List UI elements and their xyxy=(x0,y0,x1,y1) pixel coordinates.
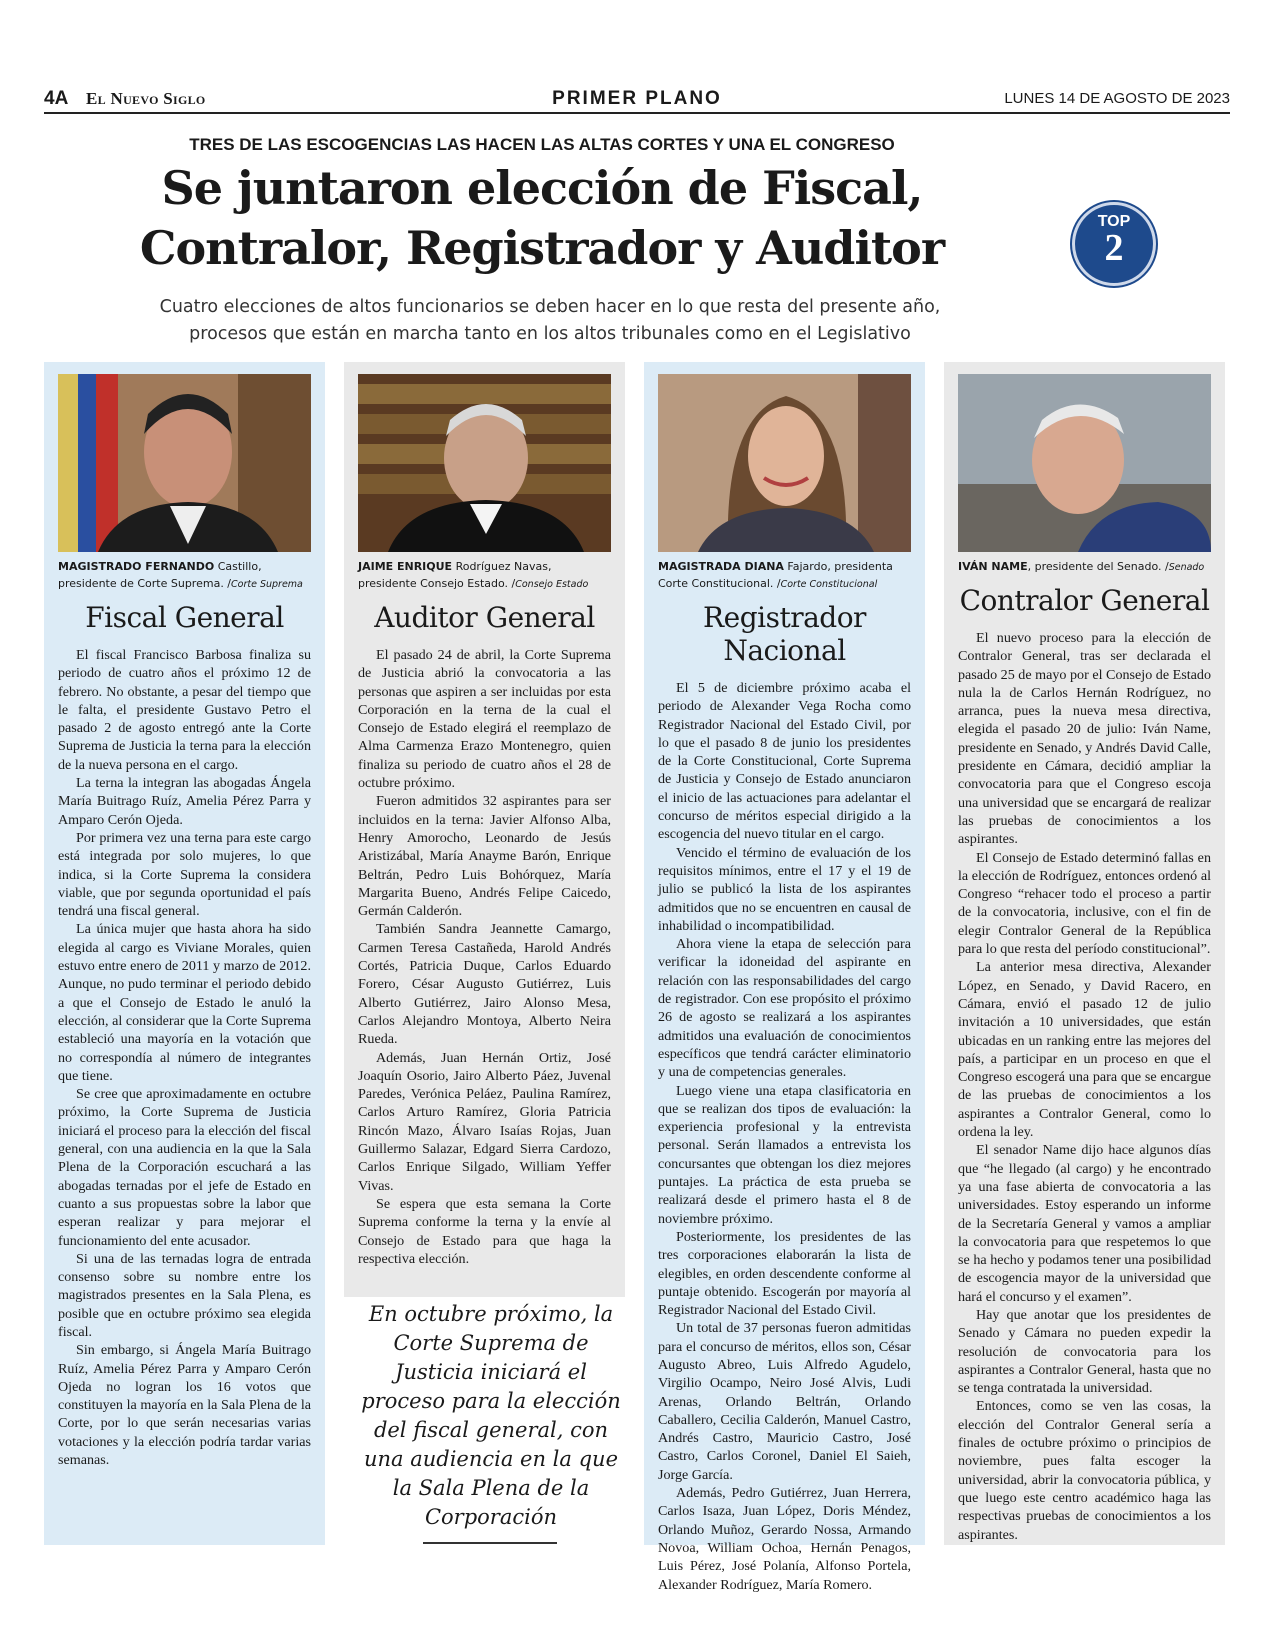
caption-credit: Corte Constitucional xyxy=(780,579,878,590)
section-name: PRIMER PLANO xyxy=(552,88,722,109)
paragraph: Vencido el término de evaluación de los requisitos mínimos, entre el 17 y el 19 de julio se publicó la lista de los aspirantes admitidos que no se encuentren en causal de inhabilidad o incompatibilidad. xyxy=(658,844,911,934)
column-contralor xyxy=(944,362,1225,1545)
caption-credit: Corte Suprema xyxy=(231,579,303,590)
headline-line-2: Contralor, Registrador y Auditor xyxy=(139,221,945,275)
column-fiscal xyxy=(44,362,325,1545)
paragraph: Se espera que esta semana la Corte Suprema conforme la terna y la envíe al Consejo de Estado para que haga la respectiva elección. xyxy=(358,1195,611,1267)
paragraph: El 5 de diciembre próximo acaba el periodo de Alexander Vega Rocha como Registrador Nacional del Estado Civil, por lo que el pasado 8 de junio los presidentes de la Corte Constitucional, Corte Suprema de Justicia y Consejo de Estado anunciaron el inicio de las actuaciones para adelantar el concurso de méritos especial dirigido a la escogencia del nuevo titular en el cargo. xyxy=(658,680,911,843)
photo-caption xyxy=(958,558,1211,576)
column-auditor xyxy=(344,362,625,1297)
page-header xyxy=(44,88,1230,114)
portrait-photo-jaime-enrique-rodriguez xyxy=(358,374,611,552)
caption-text: Castillo, presidente de Corte Suprema. / xyxy=(58,560,262,590)
summary xyxy=(100,294,1000,348)
paragraph: Luego viene una etapa clasificatoria en que se realizan dos tipos de evaluación: la experiencia profesional y la entrevista personal. Serán llamados a entrevista los concursantes que obtengan los diez mejores puntajes. La práctica de esta prueba se realizará desde el primero hasta el 8 de noviembre próximo. xyxy=(658,1082,911,1227)
column-body xyxy=(658,679,911,1594)
paragraph: El fiscal Francisco Barbosa finaliza su periodo de cuatro años el próximo 12 de febrero. No obstante, a pesar del tiempo que le falta, el presidente Gustavo Petro el pasado 2 de agosto entregó ante la Corte Suprema de Justicia la terna para la elección de la nueva persona en el cargo. xyxy=(58,647,311,773)
paragraph: El nuevo proceso para la elección de Contralor General, tras ser declarada el pasado 25 de mayo por el Consejo de Estado nula la de Carlos Hernán Rodríguez, no arranca, pues la nueva mesa directiva, elegida el pasado 20 de julio: Iván Name, presidente en Senado, y Andrés David Calle, presidente en Cámara, decidió ampliar la convocatoria para que el Congreso escoja una universidad que se encargará de realizar las pruebas de conocimientos a los aspirantes. xyxy=(958,630,1211,848)
column-body xyxy=(958,629,1211,1544)
caption-credit: Senado xyxy=(1168,562,1205,573)
column-title: Fiscal General xyxy=(85,601,284,634)
photo-caption xyxy=(58,558,311,593)
paragraph: Sin embargo, si Ángela María Buitrago Ruíz, Amelia Pérez Parra y Amparo Cerón Ojeda no logran los 16 votos que constituyen la mayoría en la Sala Plena de la Corte, por lo que serán necesarias varias votaciones y la elección podría tardar varias semanas. xyxy=(58,1342,311,1469)
badge-number: 2 xyxy=(1104,227,1124,269)
photo-caption xyxy=(658,558,911,593)
summary-line-1: Cuatro elecciones de altos funcionarios se deben hacer en lo que resta del presente año, xyxy=(159,297,941,317)
caption-name: IVÁN NAME xyxy=(958,560,1028,573)
caption-text: Fajardo, presidenta Corte Constitucional. / xyxy=(658,560,893,590)
column-title: Registrador Nacional xyxy=(703,601,866,667)
column-title: Contralor General xyxy=(959,584,1210,617)
column-registrador xyxy=(644,362,925,1593)
badge-label: TOP xyxy=(1097,213,1131,230)
caption-credit: Consejo Estado xyxy=(515,579,589,590)
caption-text: Rodríguez Navas, presidente Consejo Estado. / xyxy=(358,560,552,590)
caption-name: MAGISTRADO FERNANDO xyxy=(58,560,215,573)
summary-line-2: procesos que están en marcha tanto en los altos tribunales como en el Legislativo xyxy=(189,324,911,344)
top-2-badge xyxy=(1072,202,1156,286)
column-title: Auditor General xyxy=(374,601,595,634)
caption-name: MAGISTRADA DIANA xyxy=(658,560,784,573)
paragraph: También Sandra Jeannette Camargo, Carmen Teresa Castañeda, Harold Andrés Cortés, Patricia Duque, Carlos Eduardo Forero, César Augusto Gutiérrez, Luis Alberto Gutiérrez, Jairo Alonso Mesa, Carlos Alejandro Montoya, Alberto Neira Rueda. xyxy=(358,921,611,1048)
kicker: TRES DE LAS ESCOGENCIAS LAS HACEN LAS ALTAS CORTES Y UNA EL CONGRESO xyxy=(189,135,895,154)
paragraph: Entonces, como se ven las cosas, la elección del Contralor General sería a finales de octubre próximo o principios de noviembre, pues falta escoger la universidad, abrir la convocatoria pública, y que luego este centro académico haga las respectivas pruebas de conocimientos a los aspirantes. xyxy=(958,1398,1211,1543)
page-number: 4A xyxy=(44,88,69,109)
newspaper-name: El Nuevo Siglo xyxy=(86,89,206,108)
paragraph: Fueron admitidos 32 aspirantes para ser incluidos en la terna: Javier Alfonso Alba, Henry Amorocho, Leonardo de Jesús Aristizábal, María Anayme Barón, Enrique Beltrán, Pedro Luis Bohórquez, María Margarita Bueno, Andrés Felipe Caicedo, Germán Calderón. xyxy=(358,793,611,920)
paragraph: El senador Name dijo hace algunos días que “he llegado (al cargo) y he encontrado ya una fase abierta de convocatoria a las universidades. Estoy esperando un informe de la Secretaría General y vamos a ampliar la convocatoria para que respetemos lo que se ha hecho y podamos tener una posibilidad de escogencia mayor de la universidad que hará el concurso y el examen”. xyxy=(958,1142,1211,1305)
caption-text: , presidente del Senado. / xyxy=(1027,560,1169,573)
column-body xyxy=(358,646,611,1268)
issue-date: LUNES 14 DE AGOSTO DE 2023 xyxy=(1004,90,1230,107)
portrait-photo-ivan-name xyxy=(958,374,1211,552)
caption-name: JAIME ENRIQUE xyxy=(358,560,453,573)
pull-quote-rule xyxy=(423,1542,557,1544)
paragraph: La única mujer que hasta ahora ha sido elegida al cargo es Viviane Morales, quien estuvo entre enero de 2011 y marzo de 2012. Aunque, no pudo terminar el periodo debido a que el Consejo de Estado le anuló la elección, al considerar que la Corte Suprema estableció una mayoría en la votación que no correspondía al número de integrantes que tiene. xyxy=(58,921,311,1084)
paragraph: Hay que anotar que los presidentes de Senado y Cámara no pueden expedir la resolución de convocatoria para los aspirantes a Contralor General, hasta que no se tenga contratada la universidad. xyxy=(958,1306,1211,1397)
headline xyxy=(92,158,992,278)
column-body xyxy=(58,646,311,1469)
paragraph: El Consejo de Estado determinó fallas en la elección de Rodríguez, entonces ordenó al Congreso “rehacer todo el proceso a partir de la convocatoria, inclusive, con el fin de elegir Contralor General de la República para lo que resta del período constitucional”. xyxy=(958,849,1211,958)
pull-quote: En octubre próximo, la Corte Suprema de Justicia iniciará el proceso para la elección del fiscal general, con una audiencia en la que la Sala Plena de la Corporación xyxy=(361,1302,621,1529)
paragraph: Un total de 37 personas fueron admitidas para el concurso de méritos, ellos son, César Augusto Abreo, Luis Alfredo Agudelo, Virgilio Ocampo, Neiro José Alvis, Ludi Arenas, Orlando Beltrán, Orlando Caballero, Cecilia Calderón, Manuel Castro, Andrés Castro, Mauricio Castro, José Castro, Carlos Coronel, Daniel El Saieh, Jorge García. xyxy=(658,1320,911,1483)
paragraph: Ahora viene la etapa de selección para verificar la idoneidad del aspirante en relación con las responsabilidades del cargo de registrador. Con ese propósito el próximo 26 de agosto se realizará a los aspirantes admitidos una evaluación de conocimientos específicos que tendrá carácter eliminatorio y una de competencias generales. xyxy=(658,936,911,1081)
portrait-photo-fernando-castillo xyxy=(58,374,311,552)
paragraph: La terna la integran las abogadas Ángela María Buitrago Ruíz, Amelia Pérez Parra y Amparo Cerón Ojeda. xyxy=(58,775,311,828)
paragraph: La anterior mesa directiva, Alexander López, en Senado, y David Racero, en Cámara, envió el pasado 12 de julio invitación a 10 universidades, que están ubicadas en un ranking entre las mejores del país, a participar en un proceso en que el Congreso escogerá una para que se encargue de las pruebas de conocimientos a los aspirantes a Contralor General, como lo ordena la ley. xyxy=(958,959,1211,1141)
paragraph: Además, Pedro Gutiérrez, Juan Herrera, Carlos Isaza, Juan López, Doris Méndez, Orlando Muñoz, Gerardo Nossa, Armando Novoa, William Ochoa, Hernán Penagos, Luis Pérez, José Polanía, Alfonso Portela, Alexander Rodríguez, María Romero. xyxy=(658,1485,911,1593)
paragraph: El pasado 24 de abril, la Corte Suprema de Justicia abrió la convocatoria a las personas que aspiren a ser incluidas por esta Corporación en la terna de la cual el Consejo de Estado elegirá el reemplazo de Alma Carmenza Erazo Montenegro, quien finaliza su periodo de cuatro años el 28 de octubre próximo. xyxy=(358,647,611,792)
headline-line-1: Se juntaron elección de Fiscal, xyxy=(161,161,923,215)
paragraph: Además, Juan Hernán Ortiz, José Joaquín Osorio, Jairo Alberto Páez, Juvenal Paredes, Verónica Peláez, Paulina Ramírez, Carlos Arturo Ramírez, Gloria Patricia Rincón Mazo, Álvaro Isaías Rojas, Juan Guillermo Salazar, Edgard Sierra Cardozo, Carlos Enrique Silgado, William Yeffer Vivas. xyxy=(358,1049,611,1194)
paragraph: Por primera vez una terna para este cargo está integrada por solo mujeres, lo que indica, si la Corte Suprema la considera viable, que por segunda oportunidad el país tendrá una fiscal general. xyxy=(58,829,311,920)
portrait-photo-diana-fajardo xyxy=(658,374,911,552)
paragraph: Posteriormente, los presidentes de las tres corporaciones elaborarán la lista de elegibles, en orden descendente conforme al puntaje obtenido. Escogerán por mayoría al Registrador Nacional del Estado Civil. xyxy=(658,1228,911,1319)
photo-caption xyxy=(358,558,611,593)
paragraph: Si una de las ternadas logra de entrada consenso sobre su nombre entre los magistrados presentes en la Sala Plena, es posible que en octubre próximo sea elegida fiscal. xyxy=(58,1250,311,1340)
paragraph: Se cree que aproximadamente en octubre próximo, la Corte Suprema de Justicia iniciará el proceso para la elección del fiscal general, con una audiencia en la que la Sala Plena de la Corporación escuchará a las abogadas ternadas por el jefe de Estado en cuanto a sus propuestas sobre la labor que esperan realizar y para mejorar el funcionamiento del ente acusador. xyxy=(58,1086,311,1249)
